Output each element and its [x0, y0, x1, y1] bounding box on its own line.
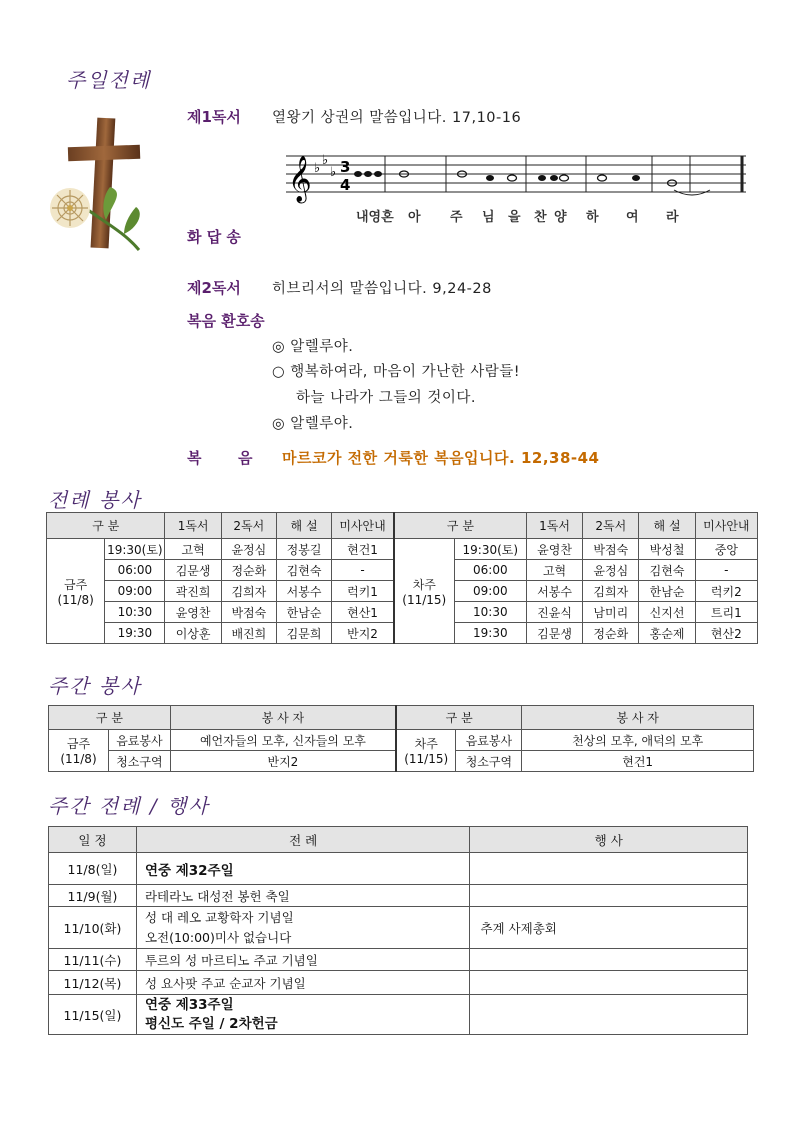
- ministry-header-row: [47, 513, 758, 539]
- acclamation-label: 복음 환호송: [187, 312, 265, 330]
- table-row: [49, 853, 748, 885]
- weekly-events-title: 주간 전례 / 행사: [48, 794, 210, 818]
- week-label: 차주: [412, 577, 436, 592]
- ministry-header: 해 설: [276, 513, 331, 539]
- service-header: 봉 사 자: [170, 706, 396, 730]
- table-cell: 음료봉사: [108, 730, 170, 751]
- table-cell: 김문생: [526, 623, 582, 644]
- table-cell: 반지2: [170, 751, 396, 772]
- table-cell: 서봉수: [526, 581, 582, 602]
- ministry-header: 2독서: [583, 513, 639, 539]
- table-cell: 예언자들의 모후, 신자들의 모후: [170, 730, 396, 751]
- cross-flower-icon: [44, 112, 154, 252]
- liturgy-cell: 연중 제32주일: [136, 853, 470, 885]
- service-header: 구 분: [49, 706, 171, 730]
- table-cell: 김현숙: [276, 560, 331, 581]
- table-cell: 한남순: [276, 602, 331, 623]
- service-header: 구 분: [396, 706, 522, 730]
- table-cell: 정순화: [583, 623, 639, 644]
- table-cell: 현건1: [332, 539, 394, 560]
- ministry-header: 미사안내: [332, 513, 394, 539]
- table-cell: 김문희: [276, 623, 331, 644]
- liturgy-cell: 투르의 성 마르티노 주교 기념일: [136, 949, 470, 971]
- liturgy-cell: 라테라노 대성전 봉헌 축일: [136, 885, 470, 907]
- date-cell: 11/10(화): [49, 907, 137, 949]
- psalm-music-staff: [286, 150, 750, 206]
- table-cell: 윤영찬: [165, 602, 221, 623]
- table-cell: 곽진희: [165, 581, 221, 602]
- table-cell: 반지2: [332, 623, 394, 644]
- week-label: 금주: [64, 577, 88, 592]
- liturgy-cell: 성 요사팟 주교 순교자 기념일: [136, 971, 470, 995]
- time-cell: 19:30(토): [454, 539, 526, 560]
- table-cell: 신지선: [639, 602, 695, 623]
- event-cell: [470, 995, 748, 1035]
- weekly-service-header-row: [49, 706, 754, 730]
- svg-text:𝄞: 𝄞: [288, 156, 312, 202]
- lyric-syllable: 하: [586, 210, 599, 225]
- table-cell: 고혁: [165, 539, 221, 560]
- acclamation-line: ◎ 알렐루야.: [272, 339, 354, 355]
- table-cell: 럭키1: [332, 581, 394, 602]
- ministry-title: 전례 봉사: [48, 488, 142, 512]
- time-cell: 06:00: [105, 560, 165, 581]
- table-cell: 럭키2: [695, 581, 757, 602]
- table-cell: 홍순제: [639, 623, 695, 644]
- table-cell: 김현숙: [639, 560, 695, 581]
- liturgy-line: 성 대 레오 교황학자 기념일: [144, 909, 294, 925]
- event-cell: 추계 사제총회: [470, 907, 748, 949]
- time-cell: 10:30: [105, 602, 165, 623]
- table-row: [49, 885, 748, 907]
- week-cell: [394, 539, 454, 644]
- reading1-text: 열왕기 상권의 말씀입니다. 17,10-16: [272, 110, 522, 126]
- liturgy-line: 연중 제33주일: [144, 996, 234, 1013]
- acclamation-line: ◎ 알렐루야.: [272, 416, 354, 432]
- table-row: [47, 539, 758, 560]
- table-cell: 정봉길: [276, 539, 331, 560]
- svg-text:♭: ♭: [330, 165, 337, 180]
- time-cell: 09:00: [105, 581, 165, 602]
- lyric-syllable: 양: [554, 210, 567, 225]
- liturgy-line: 평신도 주일 / 2차헌금: [144, 1015, 278, 1032]
- svg-text:4: 4: [340, 176, 351, 194]
- lyric-syllable: 님: [482, 210, 495, 225]
- table-cell: 윤정심: [221, 539, 276, 560]
- table-cell: 현산2: [695, 623, 757, 644]
- service-header: 봉 사 자: [522, 706, 754, 730]
- liturgy-line: 오전(10:00)미사 없습니다: [144, 929, 292, 945]
- week-date: (11/15): [402, 592, 447, 607]
- ministry-header: 2독서: [221, 513, 276, 539]
- table-cell: 음료봉사: [456, 730, 522, 751]
- events-header: 행 사: [470, 827, 748, 853]
- lyric-syllable: 라: [666, 210, 679, 225]
- time-cell: 06:00: [454, 560, 526, 581]
- ministry-header: 구 분: [47, 513, 165, 539]
- week-cell: [49, 730, 109, 772]
- lyric-syllable: 여: [626, 210, 639, 225]
- table-cell: 중앙: [695, 539, 757, 560]
- table-cell: 트리1: [695, 602, 757, 623]
- ministry-table: [46, 512, 758, 644]
- events-header: 전 례: [136, 827, 470, 853]
- week-date: (11/15): [404, 752, 449, 766]
- psalm-label: 화 답 송: [187, 228, 241, 246]
- table-cell: 이상훈: [165, 623, 221, 644]
- week-date: (11/8): [60, 752, 97, 766]
- table-cell: 진윤식: [526, 602, 582, 623]
- week-label: 차주: [414, 737, 438, 751]
- week-label: 금주: [66, 737, 91, 751]
- table-row: [49, 907, 748, 949]
- table-cell: 청소구역: [456, 751, 522, 772]
- table-cell: 현건1: [522, 751, 754, 772]
- time-cell: 10:30: [454, 602, 526, 623]
- date-cell: 11/9(월): [49, 885, 137, 907]
- ministry-header: 해 설: [639, 513, 695, 539]
- table-row: [49, 971, 748, 995]
- event-cell: [470, 885, 748, 907]
- table-cell: 김희자: [221, 581, 276, 602]
- table-cell: 고혁: [526, 560, 582, 581]
- svg-text:♭: ♭: [322, 153, 329, 168]
- ministry-header: 1독서: [526, 513, 582, 539]
- gospel-text: 마르코가 전한 거룩한 복음입니다. 12,38-44: [282, 449, 600, 467]
- psalm-lyrics: [356, 206, 686, 224]
- reading2-label: 제2독서: [187, 279, 241, 297]
- weekly-service-table: [48, 705, 754, 772]
- weekly-service-title: 주간 봉사: [48, 674, 142, 698]
- lyric-syllable: 아: [408, 210, 421, 225]
- table-cell: 박점숙: [221, 602, 276, 623]
- table-cell: 현산1: [332, 602, 394, 623]
- ministry-header: 1독서: [165, 513, 221, 539]
- svg-text:♭: ♭: [314, 161, 321, 176]
- reading2-text: 히브리서의 말씀입니다. 9,24-28: [272, 281, 492, 297]
- ministry-header: 구 분: [394, 513, 527, 539]
- svg-text:3: 3: [340, 158, 351, 176]
- liturgy-cell: [136, 907, 470, 949]
- time-cell: 19:30: [105, 623, 165, 644]
- table-cell: 김문생: [165, 560, 221, 581]
- table-cell: 윤정심: [583, 560, 639, 581]
- week-cell: [47, 539, 105, 644]
- lyric-syllable: 주: [450, 210, 463, 225]
- date-cell: 11/12(목): [49, 971, 137, 995]
- time-cell: 09:00: [454, 581, 526, 602]
- date-cell: 11/8(일): [49, 853, 137, 885]
- liturgy-cell: [136, 995, 470, 1035]
- table-cell: -: [695, 560, 757, 581]
- date-cell: 11/11(수): [49, 949, 137, 971]
- gospel-label: 복 음: [187, 449, 253, 467]
- table-cell: 박점숙: [583, 539, 639, 560]
- event-cell: [470, 853, 748, 885]
- table-cell: 정순화: [221, 560, 276, 581]
- acclamation-line: 하늘 나라가 그들의 것이다.: [296, 390, 477, 406]
- table-cell: 천상의 모후, 애덕의 모후: [522, 730, 754, 751]
- week-cell: [396, 730, 456, 772]
- lyric-syllable: 내영혼: [356, 210, 394, 225]
- event-cell: [470, 971, 748, 995]
- events-header-row: [49, 827, 748, 853]
- table-cell: 남미리: [583, 602, 639, 623]
- table-row: [49, 949, 748, 971]
- table-cell: 한남순: [639, 581, 695, 602]
- reading1-label: 제1독서: [187, 108, 241, 126]
- table-row: [49, 730, 754, 751]
- table-cell: 김희자: [583, 581, 639, 602]
- acclamation-line: ○ 행복하여라, 마음이 가난한 사람들!: [272, 364, 521, 380]
- table-cell: -: [332, 560, 394, 581]
- table-cell: 배진희: [221, 623, 276, 644]
- week-date: (11/8): [57, 592, 94, 607]
- time-cell: 19:30: [454, 623, 526, 644]
- ministry-header: 미사안내: [695, 513, 757, 539]
- table-cell: 윤영찬: [526, 539, 582, 560]
- date-cell: 11/15(일): [49, 995, 137, 1035]
- table-cell: 박성철: [639, 539, 695, 560]
- liturgy-title: 주일전례: [66, 68, 152, 92]
- time-cell: 19:30(토): [105, 539, 165, 560]
- lyric-syllable: 찬: [534, 210, 547, 225]
- event-cell: [470, 949, 748, 971]
- table-row: [49, 995, 748, 1035]
- weekly-events-table: [48, 826, 748, 1035]
- table-cell: 청소구역: [108, 751, 170, 772]
- lyric-syllable: 을: [508, 210, 521, 225]
- table-cell: 서봉수: [276, 581, 331, 602]
- events-header: 일 정: [49, 827, 137, 853]
